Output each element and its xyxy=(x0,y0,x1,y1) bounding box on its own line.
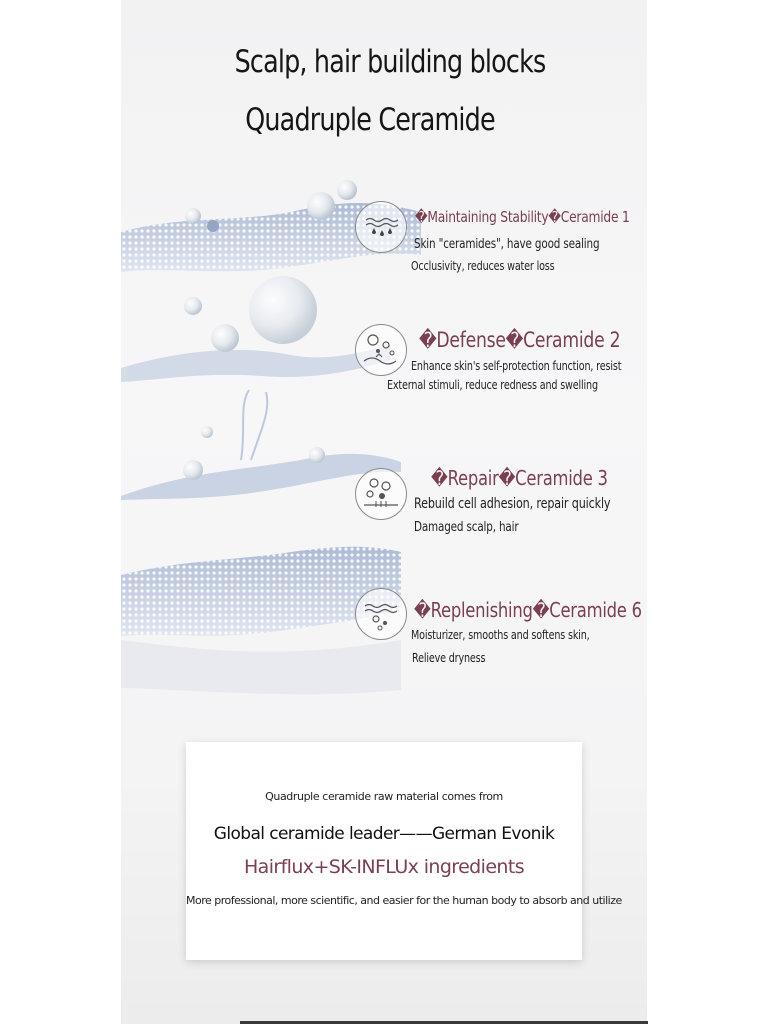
ceramide-2-desc-2: External stimuli, reduce redness and swelling xyxy=(387,378,598,392)
page-subtitle: Quadruple Ceramide xyxy=(245,102,495,138)
ceramide-6-title: �Replenishing�Ceramide 6 xyxy=(414,598,642,622)
card-leader-text: Global ceramide leader——German Evonik xyxy=(213,824,555,844)
water-drops-icon xyxy=(355,201,407,253)
page-title: Scalp, hair building blocks xyxy=(234,44,546,80)
cell-repair-icon xyxy=(355,468,407,520)
ceramide-3-desc-2: Damaged scalp, hair xyxy=(414,520,519,535)
ceramide-6-desc-1: Moisturizer, smooths and softens skin, xyxy=(411,628,590,642)
ceramide-6-desc-2: Relieve dryness xyxy=(412,651,486,665)
layer-2 xyxy=(121,276,391,382)
ceramide-3-title: �Repair�Ceramide 3 xyxy=(431,466,608,490)
ceramide-2-desc-1: Enhance skin's self-protection function, resist xyxy=(411,359,622,373)
ceramide-3-desc-1: Rebuild cell adhesion, repair quickly xyxy=(414,496,611,512)
shield-particles-icon xyxy=(355,324,407,376)
ceramide-2-title: �Defense�Ceramide 2 xyxy=(419,328,621,352)
ceramide-1-desc-2: Occlusivity, reduces water loss xyxy=(411,259,555,273)
ceramide-1-title: �Maintaining Stability�Ceramide 1 xyxy=(415,208,630,226)
card-ingredients-text: Hairflux+SK-INFLUx ingredients xyxy=(243,856,525,878)
moisture-waves-icon xyxy=(355,588,407,640)
card-tagline-text: More professional, more scientific, and easier for the human body to absorb and utilize xyxy=(186,894,622,907)
ceramide-1-desc-1: Skin "ceramides", have good sealing xyxy=(414,237,600,252)
source-card xyxy=(186,742,622,960)
card-source-text: Quadruple ceramide raw material comes from xyxy=(265,790,503,803)
